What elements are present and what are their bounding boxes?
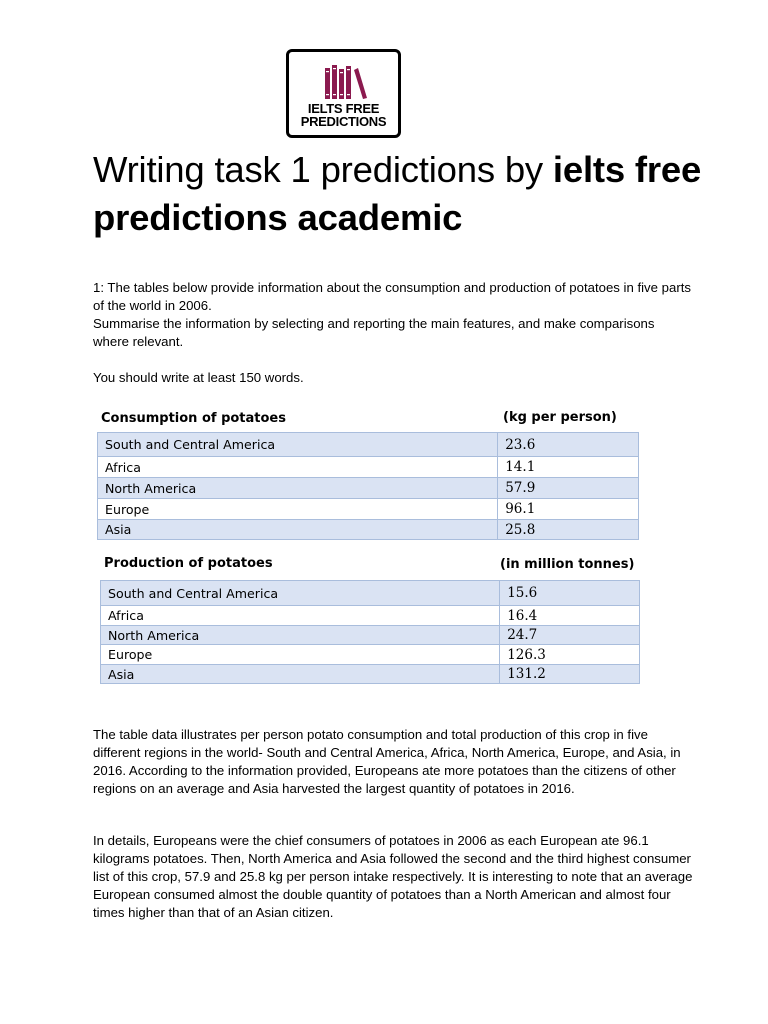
consumption-table-unit: (kg per person): [503, 410, 617, 425]
region-cell: Africa: [98, 457, 498, 478]
prompt-instruction: Summarise the information by selecting and reporting the main features, and make comparisons where relevant.: [93, 316, 655, 349]
value-cell: 16.4: [500, 606, 640, 626]
table-row: [101, 665, 640, 684]
region-cell: North America: [98, 478, 498, 499]
value-cell: 57.9: [498, 478, 639, 499]
logo-text: [289, 102, 398, 128]
brand-logo: [286, 49, 401, 138]
value-cell: 23.6: [498, 433, 639, 457]
region-cell: Europe: [98, 499, 498, 520]
region-cell: South and Central America: [98, 433, 498, 457]
region-cell: North America: [101, 626, 500, 645]
consumption-table: [97, 432, 639, 540]
table-row: [98, 520, 639, 540]
table-row: [98, 478, 639, 499]
production-table-unit: (in million tonnes): [500, 557, 635, 572]
region-cell: Africa: [101, 606, 500, 626]
table-row: [98, 499, 639, 520]
value-cell: 15.6: [500, 581, 640, 606]
answer-paragraph-2: In details, Europeans were the chief consumers of potatoes in 2006 as each European ate 96.1 kilograms potatoes. Then, North America and Asia followed the second and the third highest consumer list of this crop, 57.9 and 25.8 kg per person intake respectively. It is interesting to note that an average European consumed almost the double quantity of potatoes than a North American and almost four times higher than that of an Asian citizen.: [93, 833, 693, 920]
production-table: [100, 580, 640, 684]
value-cell: 126.3: [500, 645, 640, 665]
region-cell: South and Central America: [101, 581, 500, 606]
books-icon: [323, 64, 369, 100]
value-cell: 131.2: [500, 665, 640, 684]
title-regular: Writing task 1 predictions by: [93, 149, 553, 190]
value-cell: 96.1: [498, 499, 639, 520]
table-row: [101, 626, 640, 645]
table-row: [101, 606, 640, 626]
title-bold: ielts free predictions academic: [93, 149, 702, 238]
value-cell: 25.8: [498, 520, 639, 540]
table-row: [98, 433, 639, 457]
table-row: [101, 645, 640, 665]
logo-line2: PREDICTIONS: [300, 114, 387, 129]
page-title: [93, 146, 703, 242]
table-row: [101, 581, 640, 606]
table-row: [98, 457, 639, 478]
prompt-word-count: You should write at least 150 words.: [93, 370, 304, 385]
region-cell: Asia: [101, 665, 500, 684]
value-cell: 14.1: [498, 457, 639, 478]
consumption-table-title: Consumption of potatoes: [101, 411, 286, 426]
production-table-title: Production of potatoes: [104, 556, 273, 571]
value-cell: 24.7: [500, 626, 640, 645]
prompt-question: 1: The tables below provide information about the consumption and production of potatoes in five parts of the world in 2006.: [93, 280, 691, 313]
answer-paragraph-1: The table data illustrates per person potato consumption and total production of this crop in five different regions in the world- South and Central America, Africa, North America, Europe, and Asia, in 2016. According to the information provided, Europeans ate more potatoes than the citizens of other regions on an average and Asia harvested the largest quantity of potatoes in 2016.: [93, 727, 681, 796]
region-cell: Europe: [101, 645, 500, 665]
logo-line1: IELTS FREE: [307, 101, 380, 116]
region-cell: Asia: [98, 520, 498, 540]
